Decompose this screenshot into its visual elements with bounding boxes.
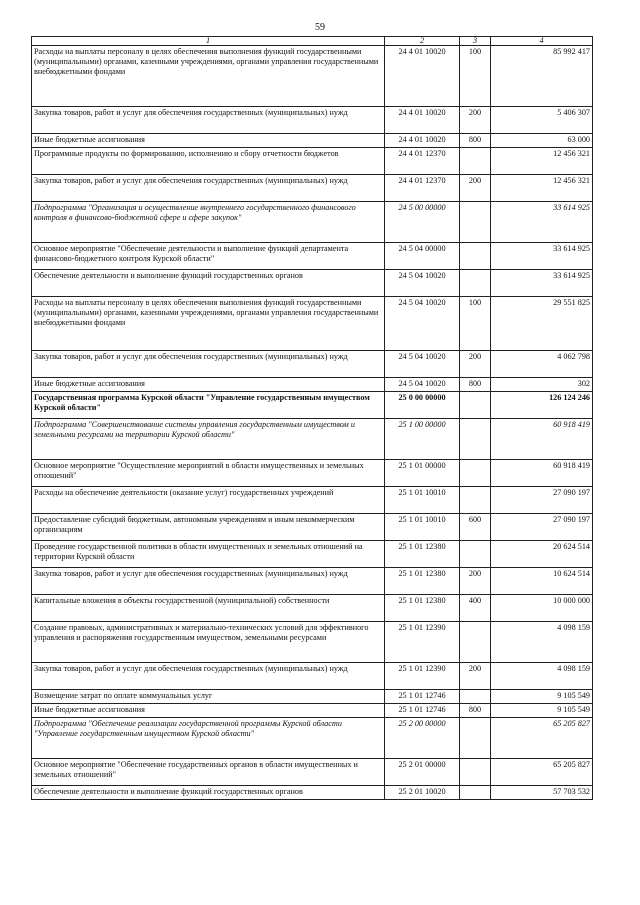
row-name: Закупка товаров, работ и услуг для обеспечения государственных (муниципальных) нужд xyxy=(32,663,385,690)
row-expense-type xyxy=(460,487,491,514)
table-row xyxy=(32,568,593,595)
row-expense-type xyxy=(460,270,491,297)
row-code: 25 1 01 12390 xyxy=(385,663,460,690)
row-expense-type xyxy=(460,243,491,270)
row-expense-type: 200 xyxy=(460,568,491,595)
column-number-row xyxy=(32,37,593,46)
row-code: 24 4 01 10020 xyxy=(385,134,460,148)
row-name: Возмещение затрат по оплате коммунальных услуг xyxy=(32,690,385,704)
row-code: 24 5 04 10020 xyxy=(385,351,460,378)
row-name: Закупка товаров, работ и услуг для обеспечения государственных (муниципальных) нужд xyxy=(32,175,385,202)
table-row xyxy=(32,419,593,460)
row-name: Государственная программа Курской области "Управление государственным имуществом Курской области" xyxy=(32,392,385,419)
column-number-expense-type: 3 xyxy=(460,37,491,46)
column-number-amount: 4 xyxy=(491,37,593,46)
row-code: 24 4 01 12370 xyxy=(385,175,460,202)
column-number-name: 1 xyxy=(32,37,385,46)
row-amount: 33 614 925 xyxy=(491,243,593,270)
table-row xyxy=(32,514,593,541)
row-amount: 9 105 549 xyxy=(491,704,593,718)
row-expense-type: 200 xyxy=(460,107,491,134)
row-name: Иные бюджетные ассигнования xyxy=(32,378,385,392)
row-name: Программные продукты по формированию, исполнению и сбору отчетности бюджетов xyxy=(32,148,385,175)
row-amount: 4 098 159 xyxy=(491,622,593,663)
row-expense-type xyxy=(460,718,491,759)
row-name: Проведение государственной политики в области имущественных и земельных отношений на территории Курской области xyxy=(32,541,385,568)
row-amount: 10 000 000 xyxy=(491,595,593,622)
table-row xyxy=(32,378,593,392)
row-code: 25 2 01 10020 xyxy=(385,786,460,800)
table-row xyxy=(32,392,593,419)
row-amount: 33 614 925 xyxy=(491,202,593,243)
table-row xyxy=(32,134,593,148)
row-code: 24 5 04 10020 xyxy=(385,270,460,297)
table-row xyxy=(32,351,593,378)
table-row xyxy=(32,243,593,270)
column-number-code: 2 xyxy=(385,37,460,46)
row-amount: 63 000 xyxy=(491,134,593,148)
row-amount: 65 205 827 xyxy=(491,718,593,759)
row-name: Иные бюджетные ассигнования xyxy=(32,134,385,148)
table-row xyxy=(32,718,593,759)
table-row xyxy=(32,759,593,786)
table-row xyxy=(32,46,593,107)
row-expense-type: 100 xyxy=(460,297,491,351)
row-expense-type xyxy=(460,202,491,243)
row-amount: 27 090 197 xyxy=(491,487,593,514)
budget-table xyxy=(31,36,593,800)
row-code: 25 1 01 00000 xyxy=(385,460,460,487)
row-expense-type xyxy=(460,786,491,800)
row-amount: 12 456 321 xyxy=(491,148,593,175)
row-code: 25 1 01 10010 xyxy=(385,487,460,514)
row-code: 25 2 00 00000 xyxy=(385,718,460,759)
row-code: 25 1 00 00000 xyxy=(385,419,460,460)
row-code: 25 1 01 12746 xyxy=(385,690,460,704)
row-expense-type xyxy=(460,148,491,175)
row-name: Расходы на выплаты персоналу в целях обеспечения выполнения функций государственными (муниципальными) органами, казенными учреждениями, органами управления государственными внебюджетными фондами xyxy=(32,297,385,351)
row-expense-type xyxy=(460,759,491,786)
row-amount: 4 098 159 xyxy=(491,663,593,690)
row-amount: 60 918 419 xyxy=(491,419,593,460)
row-name: Основное мероприятие "Обеспечение деятельности и выполнение функций департамента финансово-бюджетного контроля Курской области" xyxy=(32,243,385,270)
row-name: Закупка товаров, работ и услуг для обеспечения государственных (муниципальных) нужд xyxy=(32,568,385,595)
row-expense-type xyxy=(460,392,491,419)
row-amount: 12 456 321 xyxy=(491,175,593,202)
row-code: 25 1 01 12390 xyxy=(385,622,460,663)
row-amount: 65 205 827 xyxy=(491,759,593,786)
table-row xyxy=(32,704,593,718)
row-amount: 33 614 925 xyxy=(491,270,593,297)
row-amount: 10 624 514 xyxy=(491,568,593,595)
row-expense-type: 200 xyxy=(460,175,491,202)
row-code: 25 2 01 00000 xyxy=(385,759,460,786)
row-code: 24 5 04 10020 xyxy=(385,378,460,392)
row-name: Подпрограмма "Совершенствование системы управления государственным имуществом и земельными ресурсами на территории Курской области" xyxy=(32,419,385,460)
table-row xyxy=(32,541,593,568)
table-row xyxy=(32,663,593,690)
row-name: Подпрограмма "Обеспечение реализации государственной программы Курской области "Управление государственным имуществом Курской области" xyxy=(32,718,385,759)
row-name: Капитальные вложения в объекты государственной (муниципальной) собственности xyxy=(32,595,385,622)
row-expense-type xyxy=(460,419,491,460)
row-name: Создание правовых, административных и материально-технических условий для эффективного управления и распоряжения государственным имуществом, земельными ресурсами xyxy=(32,622,385,663)
row-expense-type: 800 xyxy=(460,704,491,718)
row-amount: 27 090 197 xyxy=(491,514,593,541)
table-row xyxy=(32,202,593,243)
table-row xyxy=(32,595,593,622)
row-name: Обеспечение деятельности и выполнение функций государственных органов xyxy=(32,270,385,297)
row-name: Закупка товаров, работ и услуг для обеспечения государственных (муниципальных) нужд xyxy=(32,107,385,134)
table-row xyxy=(32,487,593,514)
table-row xyxy=(32,148,593,175)
table-row xyxy=(32,622,593,663)
row-code: 24 5 04 10020 xyxy=(385,297,460,351)
row-expense-type xyxy=(460,622,491,663)
row-code: 25 1 01 10010 xyxy=(385,514,460,541)
row-code: 25 1 01 12380 xyxy=(385,568,460,595)
row-code: 24 5 00 00000 xyxy=(385,202,460,243)
row-code: 25 0 00 00000 xyxy=(385,392,460,419)
row-name: Основное мероприятие "Обеспечение государственных органов в области имущественных и земельных отношений" xyxy=(32,759,385,786)
row-expense-type: 800 xyxy=(460,378,491,392)
row-amount: 5 406 307 xyxy=(491,107,593,134)
row-name: Закупка товаров, работ и услуг для обеспечения государственных (муниципальных) нужд xyxy=(32,351,385,378)
table-row xyxy=(32,270,593,297)
row-expense-type xyxy=(460,690,491,704)
row-amount: 4 062 798 xyxy=(491,351,593,378)
row-name: Расходы на выплаты персоналу в целях обеспечения выполнения функций государственными (муниципальными) органами, казенными учреждениями, органами управления государственными внебюджетными фондами xyxy=(32,46,385,107)
table-row xyxy=(32,297,593,351)
page-number: 59 xyxy=(315,22,325,33)
row-amount: 85 992 417 xyxy=(491,46,593,107)
row-name: Обеспечение деятельности и выполнение функций государственных органов xyxy=(32,786,385,800)
row-code: 24 5 04 00000 xyxy=(385,243,460,270)
row-code: 24 4 01 10020 xyxy=(385,46,460,107)
row-code: 24 4 01 12370 xyxy=(385,148,460,175)
row-name: Основное мероприятие "Осуществление мероприятий в области имущественных и земельных отношений" xyxy=(32,460,385,487)
row-expense-type: 800 xyxy=(460,134,491,148)
row-code: 25 1 01 12746 xyxy=(385,704,460,718)
table-row xyxy=(32,175,593,202)
row-amount: 302 xyxy=(491,378,593,392)
row-expense-type xyxy=(460,460,491,487)
row-expense-type: 600 xyxy=(460,514,491,541)
row-expense-type: 100 xyxy=(460,46,491,107)
row-expense-type: 200 xyxy=(460,351,491,378)
row-amount: 29 551 825 xyxy=(491,297,593,351)
row-expense-type xyxy=(460,541,491,568)
row-code: 24 4 01 10020 xyxy=(385,107,460,134)
row-code: 25 1 01 12380 xyxy=(385,541,460,568)
table-row xyxy=(32,786,593,800)
row-amount: 9 105 549 xyxy=(491,690,593,704)
row-expense-type: 400 xyxy=(460,595,491,622)
table-row xyxy=(32,690,593,704)
row-amount: 57 703 532 xyxy=(491,786,593,800)
table-row xyxy=(32,107,593,134)
row-amount: 20 624 514 xyxy=(491,541,593,568)
row-code: 25 1 01 12380 xyxy=(385,595,460,622)
row-name: Расходы на обеспечение деятельности (оказание услуг) государственных учреждений xyxy=(32,487,385,514)
row-name: Иные бюджетные ассигнования xyxy=(32,704,385,718)
row-amount: 60 918 419 xyxy=(491,460,593,487)
row-expense-type: 200 xyxy=(460,663,491,690)
row-name: Подпрограмма "Организация и осуществление внутреннего государственного финансового контроля в финансово-бюджетной сфере и сфере закупок" xyxy=(32,202,385,243)
table-row xyxy=(32,460,593,487)
row-name: Предоставление субсидий бюджетным, автономным учреждениям и иным некоммерческим организациям xyxy=(32,514,385,541)
row-amount: 126 124 246 xyxy=(491,392,593,419)
